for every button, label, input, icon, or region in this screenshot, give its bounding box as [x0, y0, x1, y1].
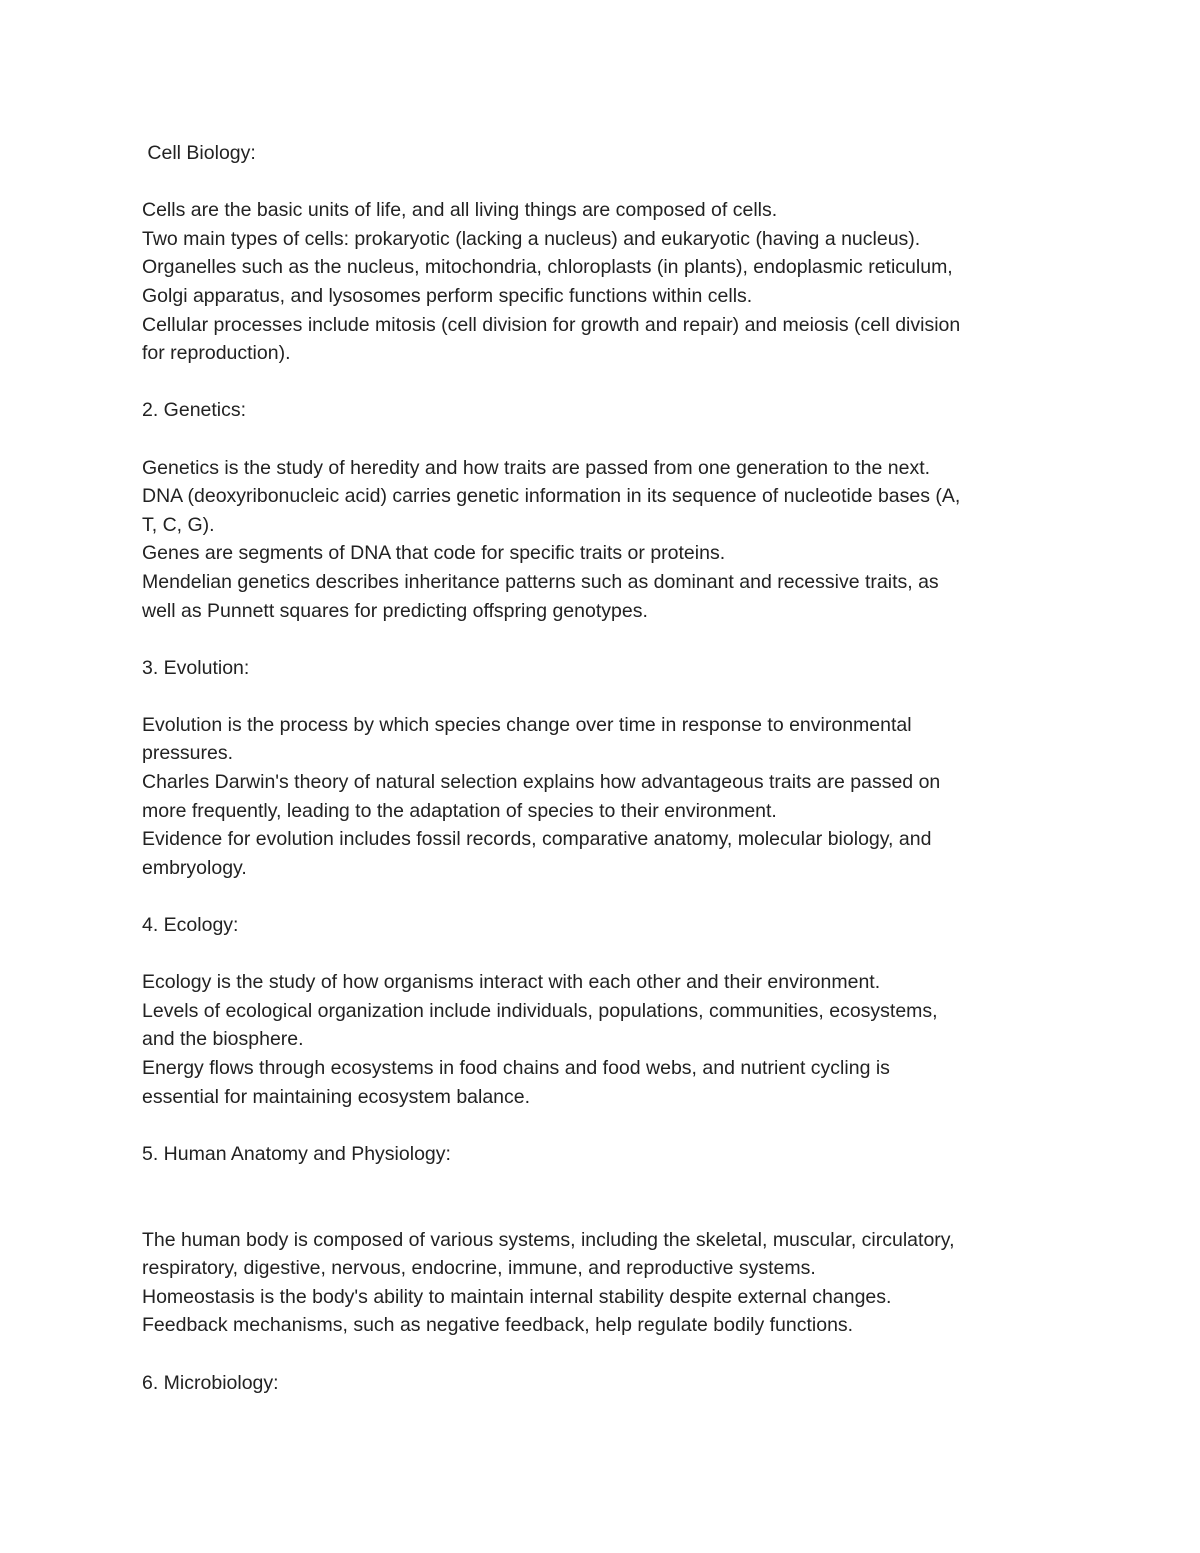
body-line: Ecology is the study of how organisms interact with each other and their environment. — [142, 971, 881, 994]
body-line: pressures. — [142, 742, 234, 765]
section-body-cell-biology — [142, 196, 1062, 368]
section-heading-genetics: 2. Genetics: — [142, 399, 247, 422]
body-line: essential for maintaining ecosystem balance. — [142, 1085, 531, 1108]
section-heading-human-anatomy: 5. Human Anatomy and Physiology: — [142, 1142, 451, 1165]
document-body — [142, 139, 1062, 1426]
body-line: Homeostasis is the body's ability to maintain internal stability despite external changes. — [142, 1285, 892, 1308]
body-line: Evolution is the process by which species change over time in response to environmental — [142, 713, 912, 736]
section-body-genetics — [142, 454, 1062, 626]
body-line: Two main types of cells: prokaryotic (lacking a nucleus) and eukaryotic (having a nucleus). — [142, 227, 921, 250]
body-line: respiratory, digestive, nervous, endocrine, immune, and reproductive systems. — [142, 1257, 816, 1280]
section-body-evolution — [142, 711, 1062, 883]
body-line: well as Punnett squares for predicting offspring genotypes. — [142, 599, 648, 622]
body-line: Organelles such as the nucleus, mitochondria, chloroplasts (in plants), endoplasmic reticulum, — [142, 256, 953, 279]
section-heading-microbiology: 6. Microbiology: — [142, 1371, 279, 1394]
body-line: Feedback mechanisms, such as negative feedback, help regulate bodily functions. — [142, 1314, 854, 1337]
body-line: for reproduction). — [142, 342, 291, 365]
body-line: Charles Darwin's theory of natural selection explains how advantageous traits are passed on — [142, 771, 941, 794]
body-line: and the biosphere. — [142, 1028, 304, 1051]
body-line: Energy flows through ecosystems in food chains and food webs, and nutrient cycling is — [142, 1057, 890, 1079]
body-line: Cellular processes include mitosis (cell division for growth and repair) and meiosis (cell division — [142, 313, 961, 336]
section-body-human-anatomy — [142, 1226, 1062, 1340]
section-heading-cell-biology: Cell Biology: — [142, 142, 256, 164]
body-line: T, C, G). — [142, 513, 215, 536]
body-line: embryology. — [142, 856, 247, 879]
body-line: Evidence for evolution includes fossil records, comparative anatomy, molecular biology, and — [142, 828, 932, 851]
section-body-ecology — [142, 968, 1062, 1111]
section-heading-evolution: 3. Evolution: — [142, 656, 250, 679]
body-line: Genetics is the study of heredity and how traits are passed from one generation to the next. — [142, 456, 931, 479]
body-line: Golgi apparatus, and lysosomes perform specific functions within cells. — [142, 284, 753, 307]
body-line: Cells are the basic units of life, and all living things are composed of cells. — [142, 199, 778, 222]
section-heading-ecology: 4. Ecology: — [142, 914, 239, 937]
body-line: The human body is composed of various systems, including the skeletal, muscular, circulatory, — [142, 1228, 955, 1251]
body-line: DNA (deoxyribonucleic acid) carries genetic information in its sequence of nucleotide bases (A, — [142, 485, 961, 508]
body-line: Levels of ecological organization include individuals, populations, communities, ecosystems, — [142, 999, 938, 1022]
body-line: Genes are segments of DNA that code for specific traits or proteins. — [142, 542, 726, 565]
body-line: Mendelian genetics describes inheritance patterns such as dominant and recessive traits, as — [142, 570, 939, 593]
body-line: more frequently, leading to the adaptation of species to their environment. — [142, 799, 777, 822]
